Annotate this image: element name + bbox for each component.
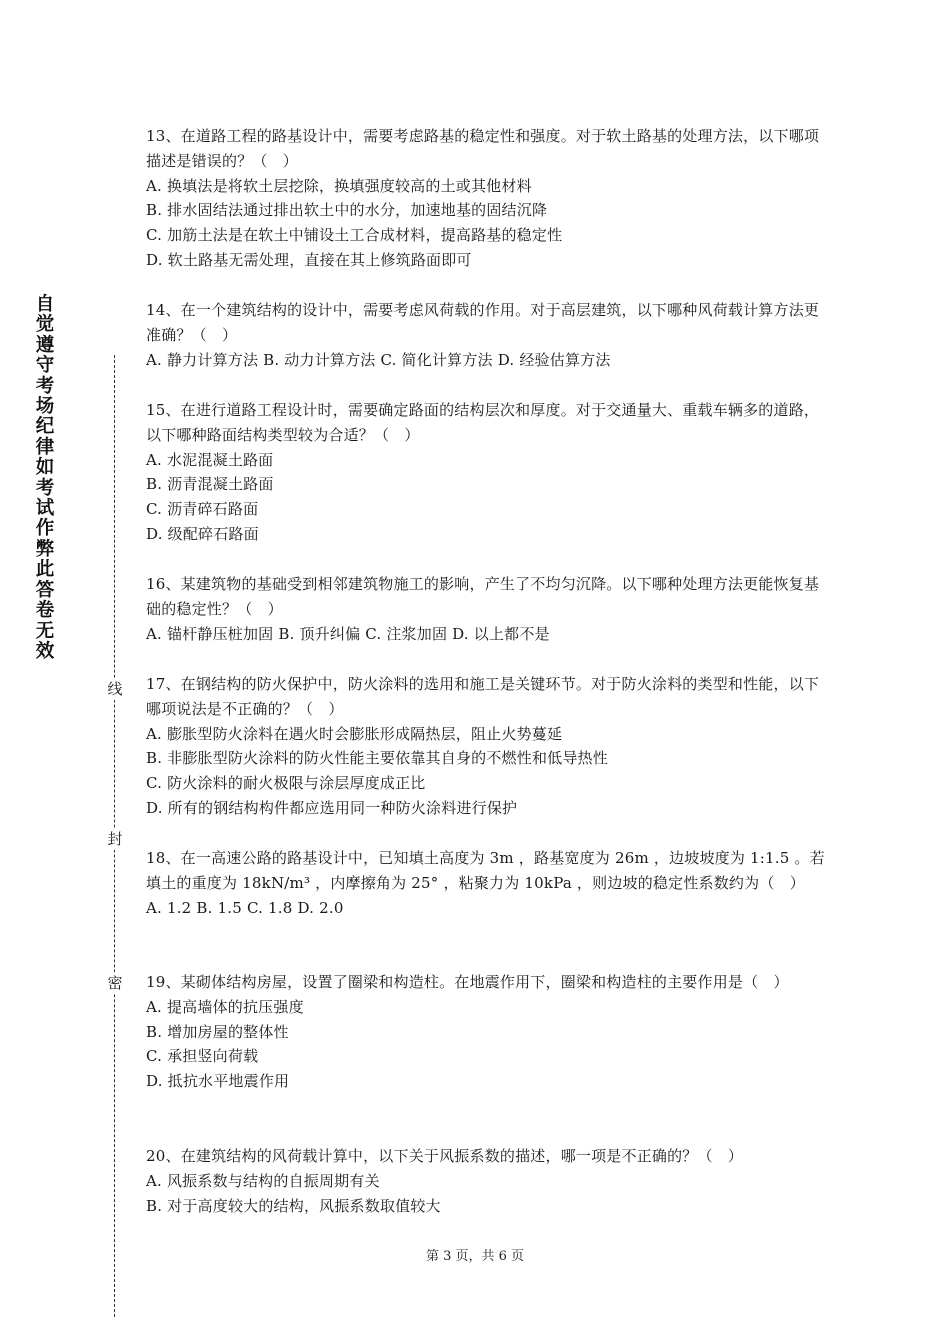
question-17 <box>146 672 826 821</box>
question-13 <box>146 124 826 273</box>
binding-label-xian: 线 <box>104 678 126 700</box>
option-c: C. 防火涂料的耐火极限与涂层厚度成正比 <box>146 774 426 793</box>
option-d: D. 软土路基无需处理，直接在其上修筑路面即可 <box>146 250 472 269</box>
question-stem: 19、某砌体结构房屋，设置了圈梁和构造柱。在地震作用下，圈梁和构造柱的主要作用是（ ） <box>146 973 789 991</box>
question-stem: 17、在钢结构的防火保护中，防火涂料的选用和施工是关键环节。对于防火涂料的类型和性能，以下哪项说法是不正确的？（ ） <box>146 675 820 718</box>
option-b: B. 非膨胀型防火涂料的防火性能主要依靠其自身的不燃性和低导热性 <box>146 749 608 768</box>
question-stem: 14、在一个建筑结构的设计中，需要考虑风荷载的作用。对于高层建筑，以下哪种风荷载计算方法更准确？（ ） <box>146 301 820 344</box>
question-stem: 15、在进行道路工程设计时，需要确定路面的结构层次和厚度。对于交通量大、重载车辆多的道路，以下哪种路面结构类型较为合适？（ ） <box>146 401 820 444</box>
option-d: D. 所有的钢结构构件都应选用同一种防火涂料进行保护 <box>146 798 518 817</box>
question-14 <box>146 298 826 372</box>
option-b: B. 增加房屋的整体性 <box>146 1022 289 1041</box>
option-a: A. 提高墙体的抗压强度 <box>146 997 304 1016</box>
option-b: B. 排水固结法通过排出软土中的水分，加速地基的固结沉降 <box>146 201 548 220</box>
question-stem: 20、在建筑结构的风荷载计算中，以下关于风振系数的描述，哪一项是不正确的？（ ） <box>146 1147 744 1165</box>
option-b: B. 沥青混凝土路面 <box>146 475 274 494</box>
question-stem: 18、在一高速公路的路基设计中，已知填土高度为 3m ，路基宽度为 26m ，边坡坡度为 1:1.5 。若填土的重度为 18kN/m³ ，内摩擦角为 25° ，粘聚力为 10kPa ，则边坡的稳定性系数约为（ ） <box>146 849 825 892</box>
option-line: A. 静力计算方法 B. 动力计算方法 C. 简化计算方法 D. 经验估算方法 <box>146 350 611 369</box>
question-18 <box>146 846 826 920</box>
question-20 <box>146 1144 826 1218</box>
option-c: C. 沥青碎石路面 <box>146 500 259 519</box>
option-a: A. 水泥混凝土路面 <box>146 450 274 469</box>
side-warning: 自觉遵守考场纪律如考试作弊此答卷无效 <box>35 294 55 662</box>
question-19 <box>146 970 826 1094</box>
option-b: B. 对于高度较大的结构，风振系数取值较大 <box>146 1196 441 1215</box>
binding-label-mi: 密 <box>104 972 126 994</box>
page-footer: 第 3 页，共 6 页 <box>425 1249 525 1264</box>
question-stem: 16、某建筑物的基础受到相邻建筑物施工的影响，产生了不均匀沉降。以下哪种处理方法更能恢复基础的稳定性？（ ） <box>146 575 820 618</box>
question-15 <box>146 398 826 547</box>
option-line: A. 锚杆静压桩加固 B. 顶升纠偏 C. 注浆加固 D. 以上都不是 <box>146 624 550 643</box>
option-d: D. 级配碎石路面 <box>146 524 259 543</box>
option-line: A. 1.2 B. 1.5 C. 1.8 D. 2.0 <box>146 898 344 917</box>
option-a: A. 换填法是将软土层挖除，换填强度较高的土或其他材料 <box>146 176 532 195</box>
option-a: A. 膨胀型防火涂料在遇火时会膨胀形成隔热层，阻止火势蔓延 <box>146 724 563 743</box>
binding-label-feng: 封 <box>104 828 126 850</box>
option-a: A. 风振系数与结构的自振周期有关 <box>146 1171 380 1190</box>
option-d: D. 抵抗水平地震作用 <box>146 1072 290 1091</box>
question-16 <box>146 572 826 646</box>
question-stem: 13、在道路工程的路基设计中，需要考虑路基的稳定性和强度。对于软土路基的处理方法，以下哪项描述是错误的？（ ） <box>146 127 820 170</box>
option-c: C. 承担竖向荷载 <box>146 1047 259 1066</box>
option-c: C. 加筋土法是在软土中铺设土工合成材料，提高路基的稳定性 <box>146 226 563 245</box>
